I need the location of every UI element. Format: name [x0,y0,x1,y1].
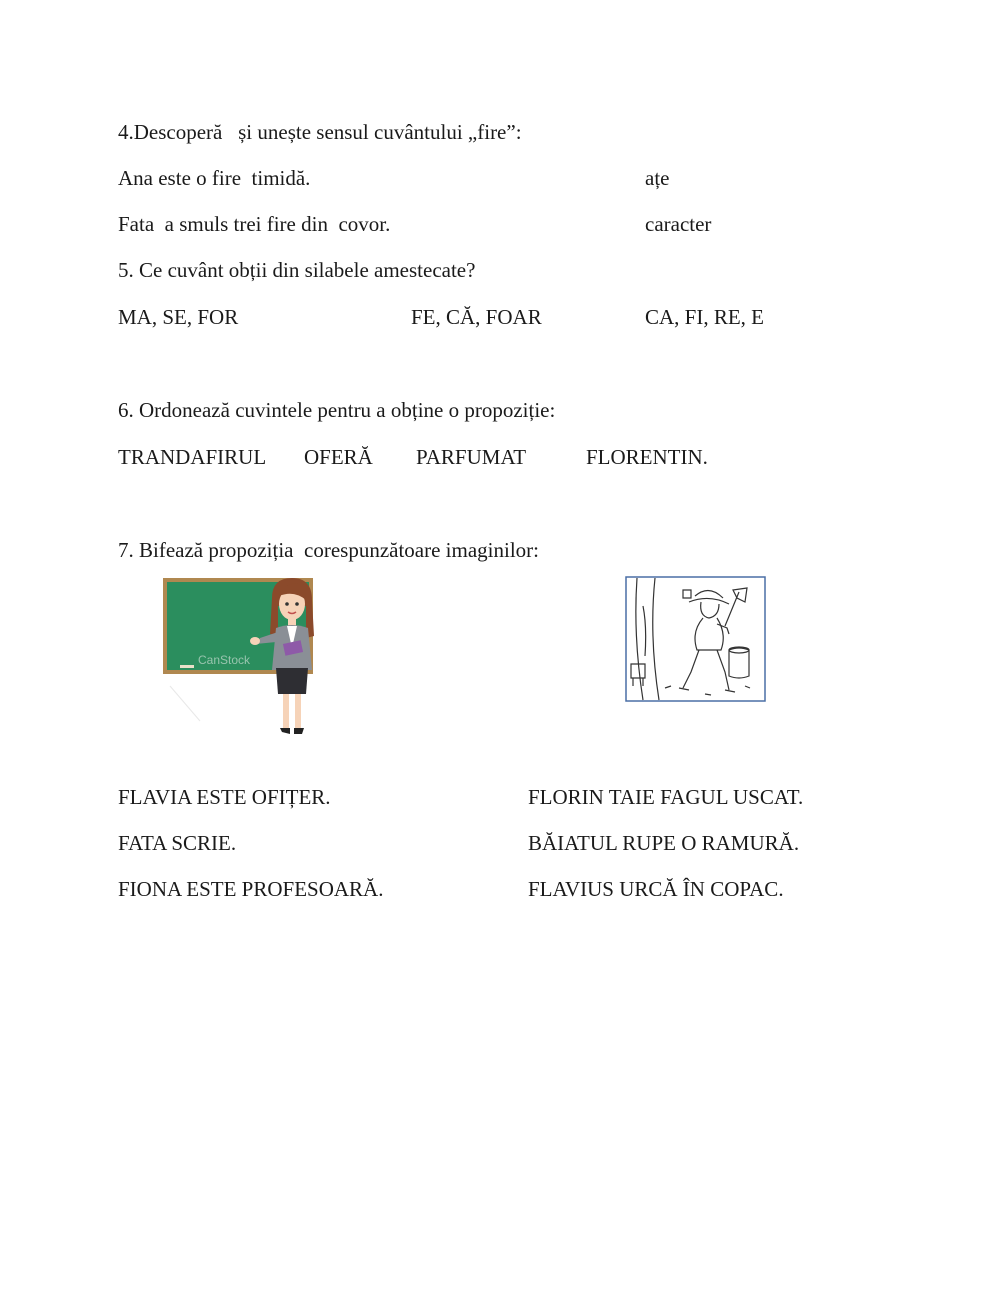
q7-left-option-2[interactable]: FATA SCRIE. [118,831,237,855]
q4-right-item-2[interactable]: caracter [645,212,712,236]
q6-word-2[interactable]: OFERĂ [304,445,373,469]
q7-left-option-3[interactable]: FIONA ESTE PROFESOARĂ. [118,877,384,901]
woodcutter-image [625,576,767,703]
q4-left-item-2[interactable]: Fata a smuls trei fire din covor. [118,212,391,236]
q4-left-item-1[interactable]: Ana este o fire timidă. [118,166,311,190]
q5-title: 5. Ce cuvânt obții din silabele amestecate? [118,258,476,282]
q5-group-3: CA, FI, RE, E [645,305,765,329]
q4-title: 4.Descoperă și unește sensul cuvântului „fire”: [118,120,522,144]
q7-right-option-2[interactable]: BĂIATUL RUPE O RAMURĂ. [528,831,800,855]
q6-word-4[interactable]: FLORENTIN. [586,445,708,469]
teacher-image [160,576,335,740]
watermark: CanStock [198,653,251,667]
q6-title: 6. Ordonează cuvintele pentru a obține o propoziție: [118,398,556,422]
q7-title: 7. Bifează propoziția corespunzătoare imaginilor: [118,538,539,562]
q6-word-3[interactable]: PARFUMAT [416,445,527,469]
q5-group-2: FE, CĂ, FOAR [411,305,542,329]
chalk [180,665,194,668]
q4-right-item-1[interactable]: ațe [645,166,670,190]
q6-word-1[interactable]: TRANDAFIRUL [118,445,267,469]
q7-right-option-3[interactable]: FLAVIUS URCĂ ÎN COPAC. [528,877,784,901]
q7-right-option-1[interactable]: FLORIN TAIE FAGUL USCAT. [528,785,804,809]
q7-left-option-1[interactable]: FLAVIA ESTE OFIȚER. [118,785,331,809]
q5-group-1: MA, SE, FOR [118,305,239,329]
